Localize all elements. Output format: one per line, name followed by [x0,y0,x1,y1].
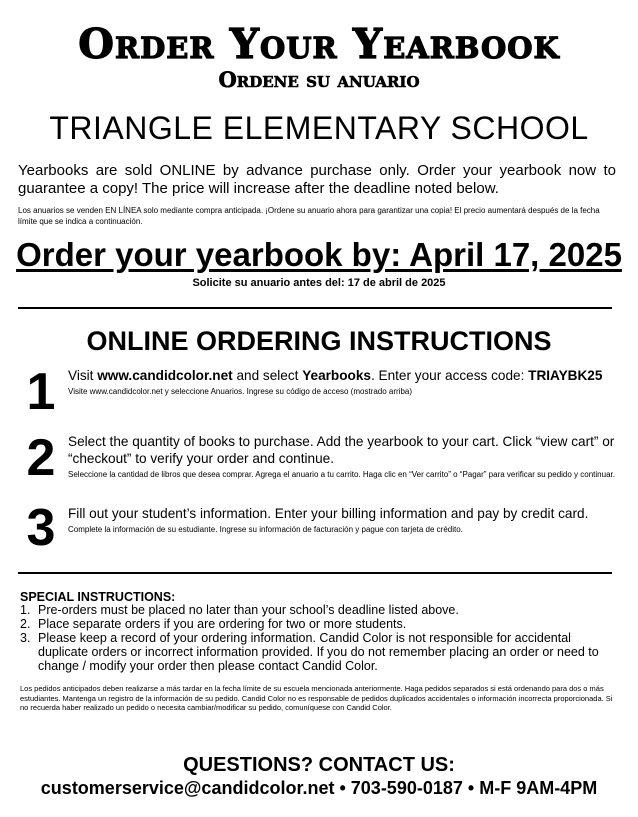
intro-text: Yearbooks are sold ONLINE by advance purchase only. Order your yearbook now to guarantee a copy! The price will increase after the deadline noted below. [18,162,616,197]
contact-heading: QUESTIONS? CONTACT US: [183,754,455,776]
step-2-text-es: Seleccione la cantidad de libros que desea comprar. Agrega el anuario a tu carrito. Haga clic en “Ver carrito” o “Pagar” para verificar su pedido y continuar. [68,470,615,479]
contact-email[interactable]: customerservice@candidcolor.net [40,778,335,798]
page-title: Order Your Yearbook [78,20,560,68]
special-instructions-es: Los pedidos anticipados deben realizarse a más tardar en la fecha límite de su escuela mencionada anteriormente. Haga pedidos separados si está ordenando para dos o más estudiantes. Mantenga un registro de la información de su pedido. Candid Color no es responsable de pedidos duplicados accidentales o información incorrecta proporcionada. Si no recuerda haber realizado un pedido o necesita cambiar/modificar su pedido, comuníquese con Candid Color. [20,684,613,712]
special-instructions-list [20,603,620,673]
contact-phone[interactable]: 703-590-0187 [350,778,463,798]
divider-top [18,307,612,309]
list-item: 3. Please keep a record of your ordering information. Candid Color is not responsible for accidental duplicate orders or incorrect information provided. If you do not remember placing an order or need to change / modify your order then please contact Candid Color. [20,631,599,673]
instructions-title: ONLINE ORDERING INSTRUCTIONS [86,326,552,356]
yearbooks-label: Yearbooks [302,368,371,383]
step-1-text: Visit www.candidcolor.net and select Yearbooks. Enter your access code: TRIAYBK25 [68,368,603,383]
divider-bottom [18,572,612,574]
step-2-text: Select the quantity of books to purchase. Add the yearbook to your cart. Click “view cart” or “checkout” to verify your order and continue. [68,434,615,466]
page-subtitle: Ordene su anuario [218,67,420,92]
special-instructions-title: SPECIAL INSTRUCTIONS: [20,590,176,604]
deadline-es: Solicite su anuario antes del: 17 de abril de 2025 [192,277,446,289]
school-name: TRIANGLE ELEMENTARY SCHOOL [49,110,589,146]
step-3-text: Fill out your student’s information. Enter your billing information and pay by credit card. [68,506,589,521]
step-3-number: 3 [26,499,56,557]
access-code: TRIAYBK25 [528,368,603,383]
website-link[interactable]: www.candidcolor.net [97,368,233,383]
deadline-heading: Order your yearbook by: April 17, 2025 [16,236,622,273]
step-3-text-es: Complete la información de su estudiante. Ingrese su información de facturación y pague con tarjeta de crédito. [68,525,463,534]
step-1-number: 1 [26,363,56,421]
step-1-text-es: Visite www.candidcolor.net y seleccione Anuarios. Ingrese su código de acceso (mostrado arriba) [68,387,413,396]
list-item: 1. Pre-orders must be placed no later than your school’s deadline listed above. [20,603,459,617]
list-item: 2. Place separate orders if you are ordering for two or more students. [20,617,407,631]
contact-hours: M-F 9AM-4PM [479,778,598,798]
contact-line: customerservice@candidcolor.net • 703-590-0187 • M-F 9AM-4PM [40,778,598,798]
intro-text-es: Los anuarios se venden EN LÍNEA solo mediante compra anticipada. ¡Ordene su anuario ahora para garantizar una copia! El precio aumentará después de la fecha límite que se indica a continuación. [18,206,600,226]
step-2-number: 2 [26,429,56,487]
